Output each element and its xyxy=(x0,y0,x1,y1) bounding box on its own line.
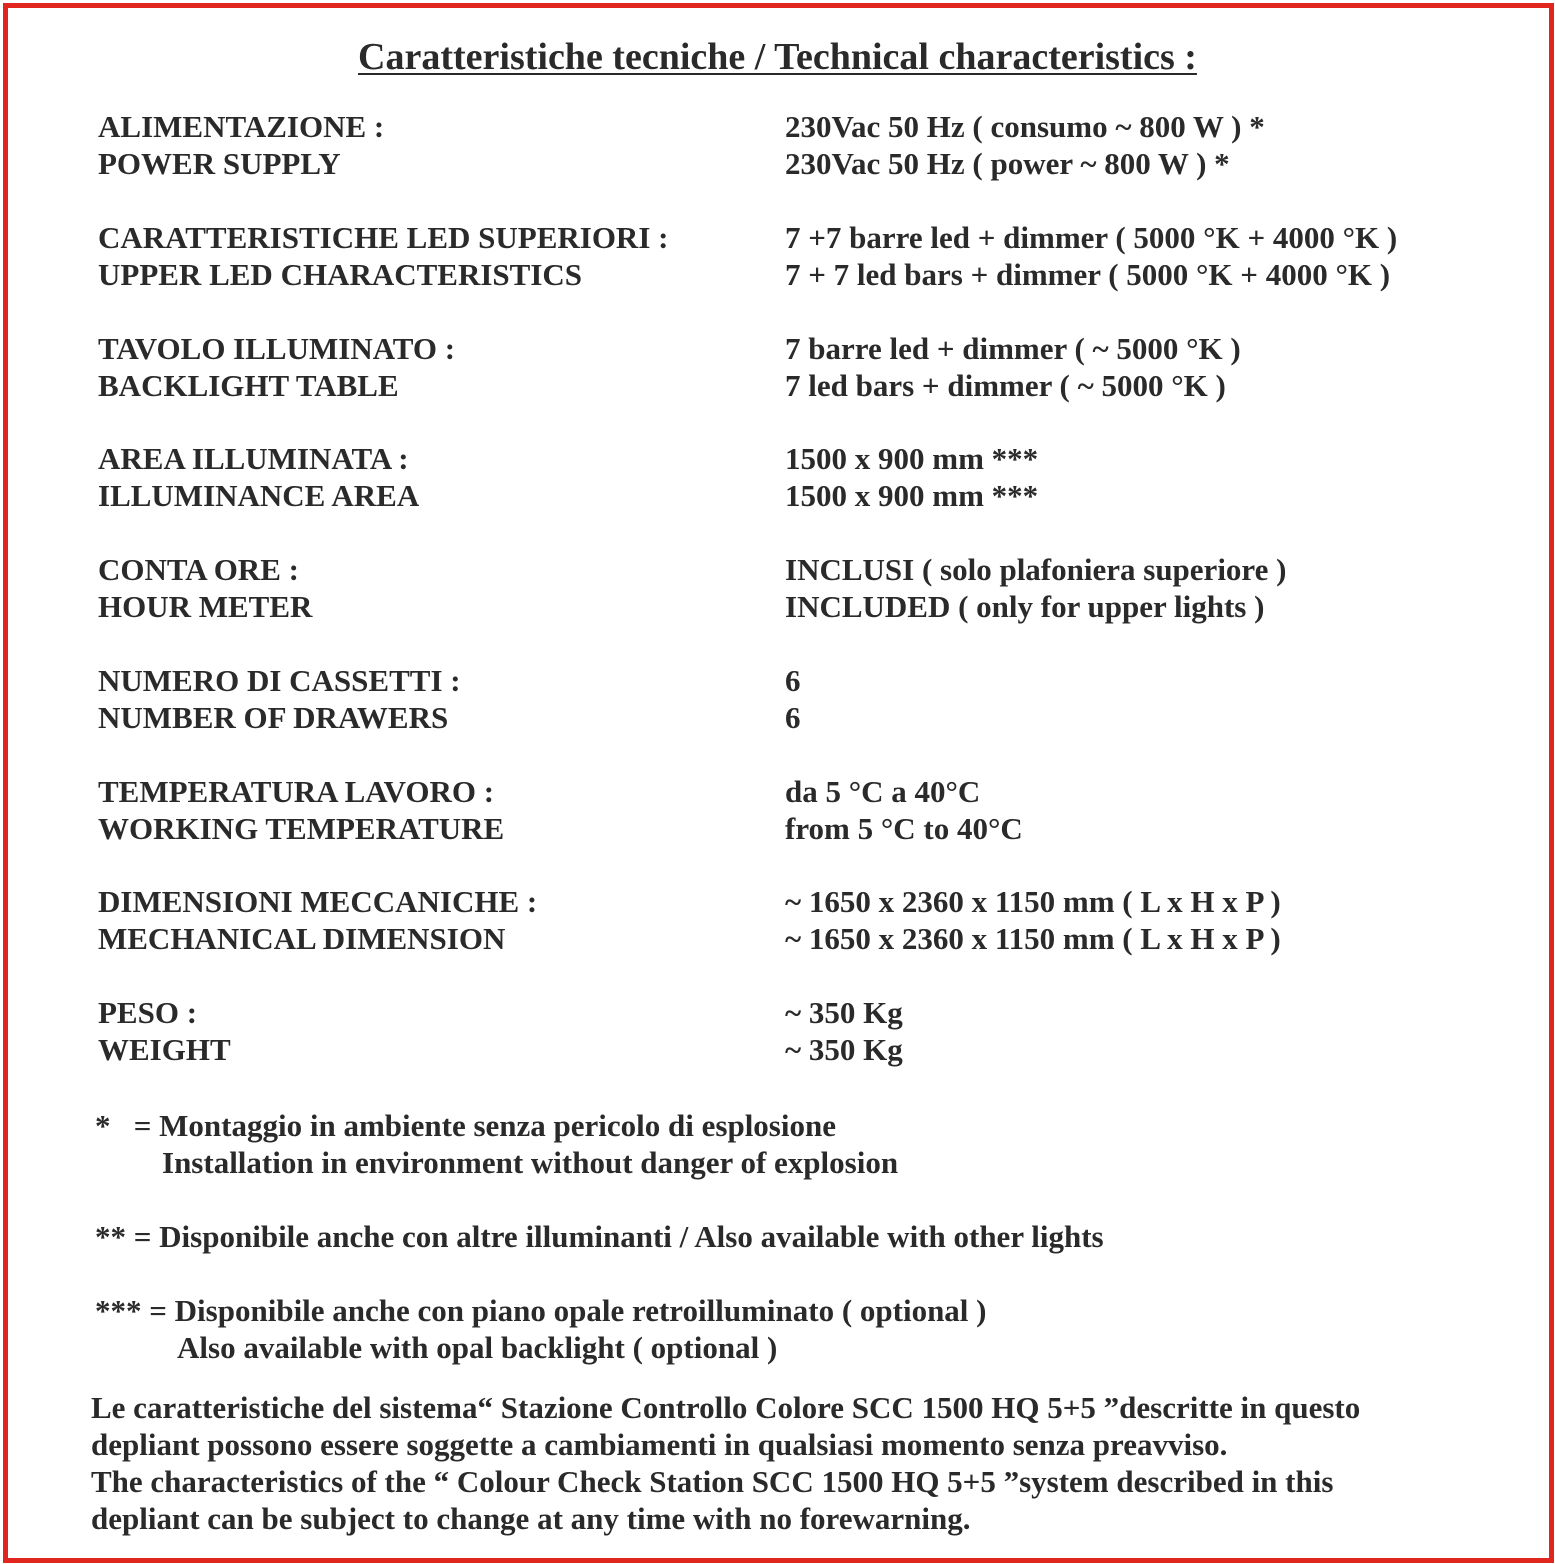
spec-working-temperature xyxy=(98,773,1498,847)
spec-row-en xyxy=(98,1031,1498,1068)
spec-upper-led xyxy=(98,219,1498,293)
spec-row-it xyxy=(98,883,1498,920)
spec-row-it xyxy=(98,108,1498,145)
spec-label-it: NUMERO DI CASSETTI : xyxy=(98,663,461,698)
spec-label-it: AREA ILLUMINATA : xyxy=(98,441,409,476)
spec-value-it: 6 xyxy=(785,663,801,698)
spec-value-it: 7 barre led + dimmer ( ~ 5000 °K ) xyxy=(785,331,1241,366)
spec-label-it: DIMENSIONI MECCANICHE : xyxy=(98,884,538,919)
footnote-opal-backlight xyxy=(95,1292,987,1366)
spec-mechanical-dimension xyxy=(98,883,1498,957)
spec-weight xyxy=(98,994,1498,1068)
spec-row-it xyxy=(98,219,1498,256)
spec-label-en: HOUR METER xyxy=(98,589,313,624)
spec-row-it xyxy=(98,551,1498,588)
spec-row-en xyxy=(98,920,1498,957)
disclaimer xyxy=(91,1389,1511,1537)
spec-value-en: 7 + 7 led bars + dimmer ( 5000 °K + 4000 °K ) xyxy=(785,257,1391,292)
spec-label-it: CARATTERISTICHE LED SUPERIORI : xyxy=(98,220,669,255)
spec-value-it: 7 +7 barre led + dimmer ( 5000 °K + 4000 °K ) xyxy=(785,220,1398,255)
spec-row-en xyxy=(98,699,1498,736)
spec-value-it: da 5 °C a 40°C xyxy=(785,774,981,809)
spec-value-en: from 5 °C to 40°C xyxy=(785,811,1023,846)
disclaimer-line: depliant can be subject to change at any time with no forewarning. xyxy=(91,1501,971,1536)
footnote-explosion xyxy=(95,1107,898,1181)
spec-row-en xyxy=(98,477,1498,514)
spec-label-en: UPPER LED CHARACTERISTICS xyxy=(98,257,583,292)
spec-value-en: 6 xyxy=(785,700,801,735)
footnote-line: Installation in environment without danger of explosion xyxy=(162,1145,899,1180)
footnote-other-lights xyxy=(95,1218,1104,1255)
spec-row-en xyxy=(98,810,1498,847)
spec-row-it xyxy=(98,994,1498,1031)
spec-value-it: INCLUSI ( solo plafoniera superiore ) xyxy=(785,552,1287,587)
spec-label-it: PESO : xyxy=(98,995,198,1030)
spec-value-en: 1500 x 900 mm *** xyxy=(785,478,1039,513)
spec-illuminance-area xyxy=(98,440,1498,514)
spec-value-en: 230Vac 50 Hz ( power ~ 800 W ) * xyxy=(785,146,1230,181)
footnote-line: ** = Disponibile anche con altre illuminanti / Also available with other lights xyxy=(95,1219,1104,1254)
spec-row-en xyxy=(98,145,1498,182)
spec-row-en xyxy=(98,367,1498,404)
disclaimer-line: The characteristics of the “ Colour Check Station SCC 1500 HQ 5+5 ”system described in this xyxy=(91,1464,1334,1499)
spec-label-en: NUMBER OF DRAWERS xyxy=(98,700,449,735)
spec-row-en xyxy=(98,588,1498,625)
disclaimer-line: Le caratteristiche del sistema“ Stazione Controllo Colore SCC 1500 HQ 5+5 ”descritte in questo xyxy=(91,1390,1361,1425)
spec-label-it: CONTA ORE : xyxy=(98,552,299,587)
spec-value-en: ~ 350 Kg xyxy=(785,1032,903,1067)
spec-label-en: POWER SUPPLY xyxy=(98,146,341,181)
spec-label-en: WORKING TEMPERATURE xyxy=(98,811,505,846)
spec-label-en: BACKLIGHT TABLE xyxy=(98,368,399,403)
spec-label-it: TAVOLO ILLUMINATO : xyxy=(98,331,456,366)
page-title: Caratteristiche tecniche / Technical characteristics : xyxy=(358,36,1197,78)
spec-backlight-table xyxy=(98,330,1498,404)
footnote-line: Also available with opal backlight ( optional ) xyxy=(177,1330,778,1365)
spec-value-en: ~ 1650 x 2360 x 1150 mm ( L x H x P ) xyxy=(785,921,1281,956)
spec-row-en xyxy=(98,256,1498,293)
spec-label-it: ALIMENTAZIONE : xyxy=(98,109,385,144)
spec-power-supply xyxy=(98,108,1498,182)
spec-label-en: ILLUMINANCE AREA xyxy=(98,478,420,513)
spec-value-it: ~ 1650 x 2360 x 1150 mm ( L x H x P ) xyxy=(785,884,1281,919)
spec-value-it: 1500 x 900 mm *** xyxy=(785,441,1039,476)
spec-label-it: TEMPERATURA LAVORO : xyxy=(98,774,495,809)
spec-value-en: INCLUDED ( only for upper lights ) xyxy=(785,589,1265,624)
spec-label-en: WEIGHT xyxy=(98,1032,231,1067)
spec-value-it: 230Vac 50 Hz ( consumo ~ 800 W ) * xyxy=(785,109,1265,144)
spec-drawers xyxy=(98,662,1498,736)
spec-row-it xyxy=(98,330,1498,367)
spec-label-en: MECHANICAL DIMENSION xyxy=(98,921,506,956)
footnote-line: *** = Disponibile anche con piano opale retroilluminato ( optional ) xyxy=(95,1293,987,1328)
spec-row-it xyxy=(98,773,1498,810)
spec-row-it xyxy=(98,440,1498,477)
spec-value-it: ~ 350 Kg xyxy=(785,995,903,1030)
spec-value-en: 7 led bars + dimmer ( ~ 5000 °K ) xyxy=(785,368,1226,403)
spec-hour-meter xyxy=(98,551,1498,625)
disclaimer-line: depliant possono essere soggette a cambiamenti in qualsiasi momento senza preavviso. xyxy=(91,1427,1228,1462)
footnote-line: * = Montaggio in ambiente senza pericolo di esplosione xyxy=(95,1108,836,1143)
spec-row-it xyxy=(98,662,1498,699)
